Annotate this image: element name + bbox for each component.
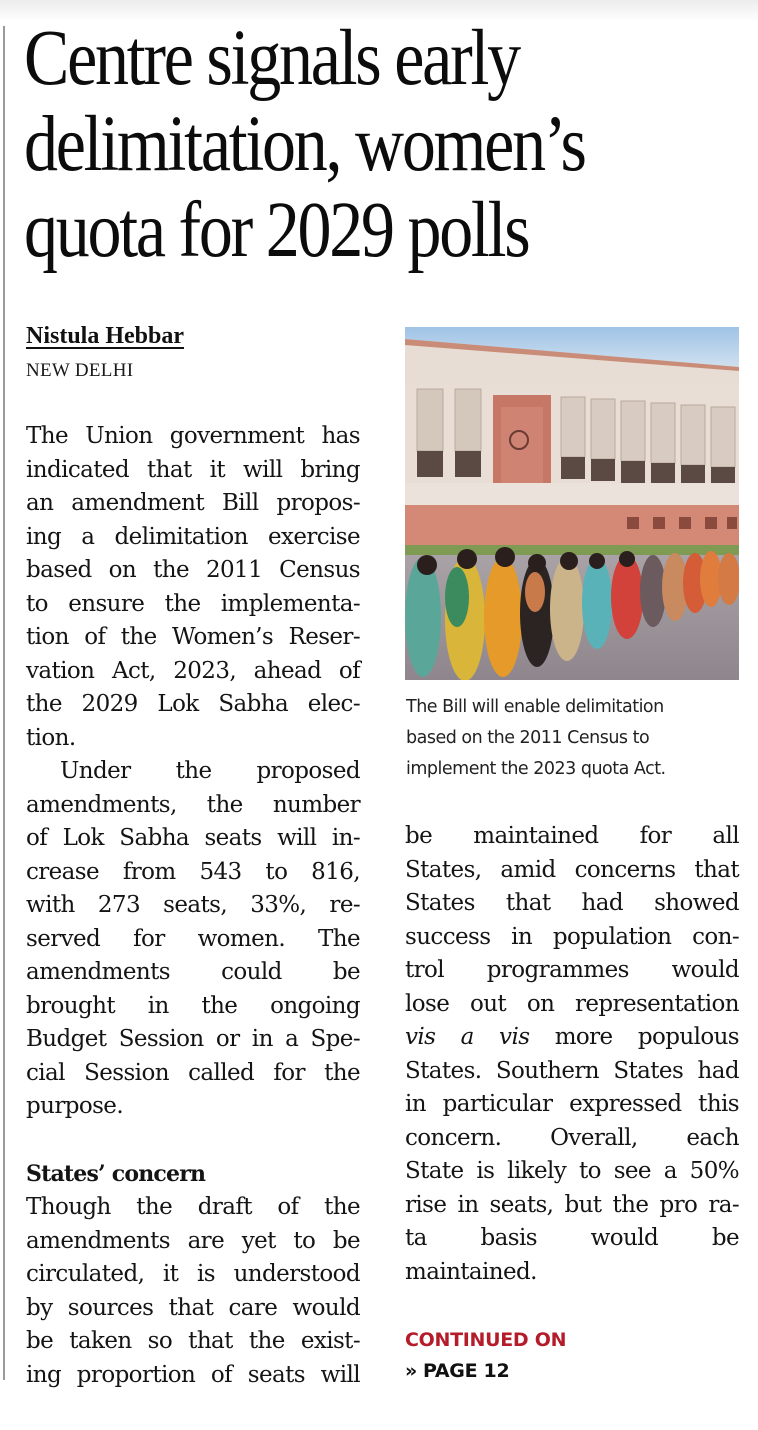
headline-line: delimitation, women’s [24, 101, 585, 188]
text-line: State is likely to see a 50% [405, 1158, 739, 1184]
caption-line: based on the 2011 Census to [406, 728, 650, 748]
paragraph-intro [26, 420, 360, 755]
text-line: maintained. [405, 1258, 537, 1285]
text-line: tion. [26, 724, 76, 751]
text-line: cial Session called for the [26, 1059, 360, 1086]
text-line: with 273 seats, 33%, re- [26, 892, 360, 918]
continued-page[interactable] [405, 1357, 566, 1385]
text-line: to ensure the implementa- [26, 590, 360, 617]
text-line: an amendment Bill propos- [26, 490, 360, 516]
text-line-italic [405, 1021, 739, 1055]
column-rule [3, 26, 5, 1380]
headline-line: Centre signals early [24, 15, 519, 102]
text-line: the 2029 Lok Sabha elec- [26, 691, 360, 717]
text-line: indicated that it will bring [26, 456, 360, 483]
article-photo[interactable] [405, 327, 739, 680]
text-line: served for women. The [26, 925, 360, 952]
dateline: NEW DELHI [26, 360, 134, 381]
text-line: circulated, it is understood [26, 1261, 360, 1287]
text-line: lose out on representation [405, 990, 739, 1017]
paragraph-amendments [26, 755, 360, 1124]
text-line: concern. Overall, each [405, 1124, 739, 1151]
text-line: Under the proposed [60, 758, 360, 784]
text-line: success in population con- [405, 923, 739, 950]
text-line: based on the 2011 Census [26, 557, 360, 583]
subheading-states-concern: States’ concern [26, 1160, 206, 1187]
text-line: ing proportion of seats will [26, 1361, 360, 1388]
text-line: amendments are yet to be [26, 1227, 360, 1254]
text-line: States, amid concerns that [405, 856, 739, 883]
text-line: amendments, the number [26, 791, 360, 818]
text-line: by sources that care would [26, 1294, 360, 1321]
text-line: rise in seats, but the pro ra- [405, 1191, 739, 1218]
text-line: ta basis would be [405, 1225, 739, 1251]
text-fragment: more populous [554, 1024, 739, 1050]
text-line: The Union government has [26, 423, 360, 449]
text-line: crease from 543 to 816, [26, 858, 360, 885]
text-line: brought in the ongoing [26, 992, 360, 1019]
headline [24, 16, 755, 274]
caption-line: The Bill will enable delimitation [406, 697, 664, 717]
continued-on-link[interactable] [405, 1326, 566, 1385]
continued-label: CONTINUED ON [405, 1329, 567, 1351]
text-line: in particular expressed this [405, 1091, 739, 1117]
paragraph-continuation [405, 820, 739, 1289]
text-line: vation Act, 2023, ahead of [26, 657, 360, 684]
text-line: tion of the Women’s Reser- [26, 624, 360, 650]
text-line: trol programmes would [405, 957, 739, 983]
text-line: States that had showed [405, 890, 739, 916]
caption-line: implement the 2023 quota Act. [406, 759, 666, 779]
text-line: amendments could be [26, 959, 360, 985]
chevron-right-double-icon: » [405, 1360, 417, 1382]
paragraph-states-concern [26, 1191, 360, 1392]
text-line: States. Southern States had [405, 1057, 739, 1084]
text-line: of Lok Sabha seats will in- [26, 825, 360, 851]
text-line: be taken so that the exist- [26, 1328, 360, 1354]
text-line: ing a delimitation exercise [26, 523, 360, 550]
text-line: purpose. [26, 1093, 124, 1119]
headline-line: quota for 2029 polls [24, 187, 529, 274]
text-line: be maintained for all [405, 823, 739, 849]
byline-author[interactable]: Nistula Hebbar [26, 323, 185, 349]
text-line: Budget Session or in a Spe- [26, 1026, 360, 1052]
text-line: Though the draft of the [26, 1194, 360, 1220]
photo-caption [406, 692, 746, 785]
italic-phrase: vis a vis [405, 1024, 530, 1050]
page-number: PAGE 12 [422, 1360, 510, 1382]
body-column-left [26, 420, 360, 1392]
parliament-photo-illustration [405, 327, 739, 680]
body-column-right [405, 820, 739, 1289]
